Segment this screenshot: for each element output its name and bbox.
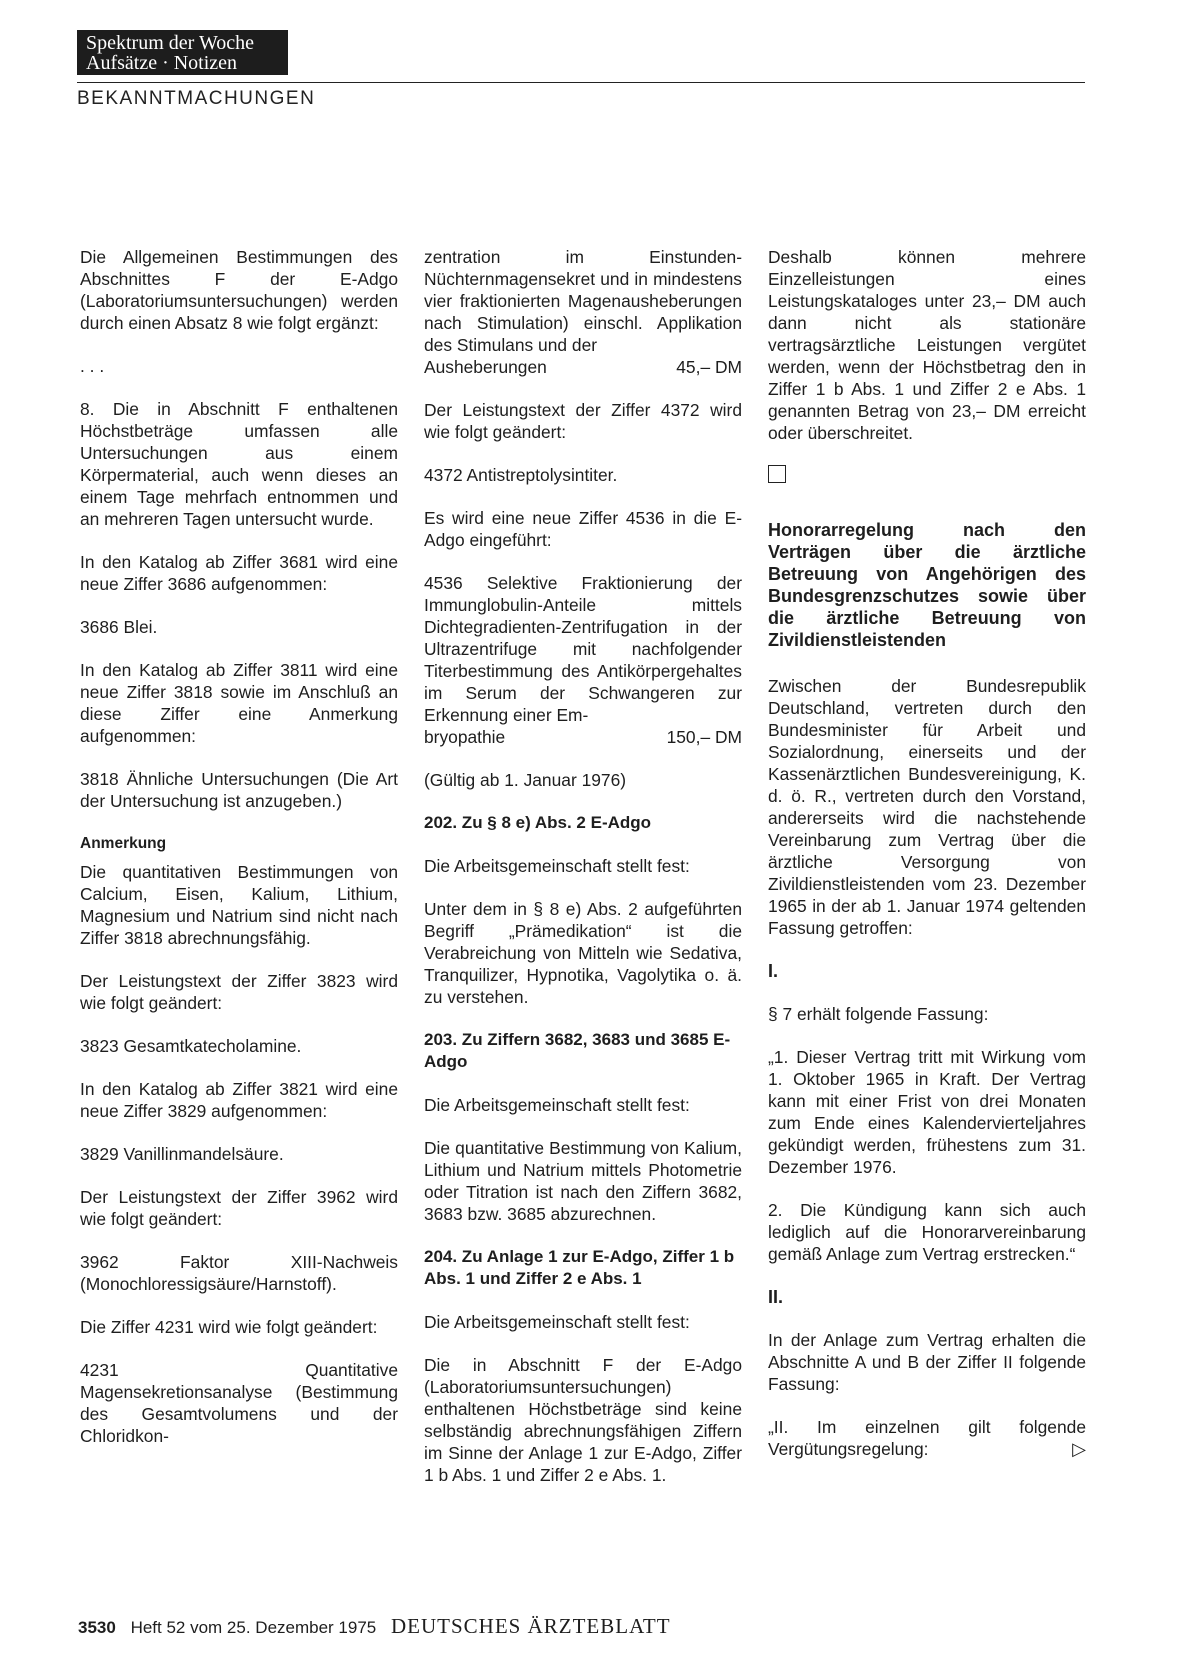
paragraph: In den Katalog ab Ziffer 3681 wird eine neue Ziffer 3686 aufgenommen: — [80, 552, 398, 594]
roman-numeral-heading: II. — [768, 1287, 784, 1307]
paragraph: 4231 Quantitative Magensekretionsanalyse (Bestimmung des Gesamtvolumens und der Chloridkon- — [80, 1360, 398, 1446]
paragraph: § 7 erhält folgende Fassung: — [768, 1004, 989, 1024]
paragraph-with-continuation — [768, 1416, 1086, 1460]
section-heading-202: 202. Zu § 8 e) Abs. 2 E-Adgo — [424, 813, 652, 832]
column-3 — [768, 246, 1086, 1481]
paragraph: Die Arbeitsgemeinschaft stellt fest: — [424, 856, 690, 876]
journal-masthead: DEUTSCHES ÄRZTEBLATT — [390, 1614, 671, 1638]
article-heading: Honorarregelung nach den Verträgen über die ärztliche Betreuung von Angehörigen des Bundesgrenzschutzes sowie über die ärztliche Betreuung von Zivildienstleistenden — [768, 520, 1086, 650]
section-header-box — [77, 30, 288, 75]
paragraph: Der Leistungstext der Ziffer 3962 wird wie folgt geändert: — [80, 1187, 398, 1229]
paragraph: Deshalb können mehrere Einzelleistungen eines Leistungskataloges unter 23,– DM auch dann nicht als stationäre vertragsärztliche Leistungen vergütet werden, wenn der Höchstbetrag den in Ziffer 1 b Abs. 1 und Ziffer 2 e Abs. 1 genannten Betrag von 23,– DM erreicht oder überschreitet. — [768, 247, 1086, 443]
paragraph: „1. Dieser Vertrag tritt mit Wirkung vom 1. Oktober 1965 in Kraft. Der Vertrag kann mit einer Frist von drei Monaten zum Ende eines Kalendervierteljahres gekündigt werden, frühestens zum 31. Dezember 1976. — [768, 1047, 1086, 1177]
paragraph: Unter dem in § 8 e) Abs. 2 aufgeführten Begriff „Prämedikation“ ist die Verabreichung von Mitteln wie Sedativa, Tranquilizer, Hypnotika, Vagolytika o. ä. zu verstehen. — [424, 899, 742, 1007]
paragraph: 4372 Antistreptolysintiter. — [424, 465, 618, 485]
paragraph: Die quantitative Bestimmung von Kalium, Lithium und Natrium mittels Photometrie oder Titration ist nach den Ziffern 3682, 3683 bzw. 3685 abzurechnen. — [424, 1138, 742, 1224]
paragraph: Es wird eine neue Ziffer 4536 in die E-Adgo eingeführt: — [424, 508, 742, 550]
ellipsis: . . . — [80, 356, 105, 376]
paragraph: 3823 Gesamtkatecholamine. — [80, 1036, 302, 1056]
paragraph: In den Katalog ab Ziffer 3821 wird eine neue Ziffer 3829 aufgenommen: — [80, 1079, 398, 1121]
header-line-1: Spektrum der Woche — [86, 32, 254, 54]
paragraph: 3962 Faktor XIII-Nachweis (Monochloressigsäure/Harnstoff). — [80, 1252, 398, 1294]
price-value: 150,– DM — [666, 727, 742, 747]
paragraph: Der Leistungstext der Ziffer 4372 wird wie folgt geändert: — [424, 400, 742, 442]
section-heading-204: 204. Zu Anlage 1 zur E-Adgo, Ziffer 1 b Abs. 1 und Ziffer 2 e Abs. 1 — [424, 1247, 735, 1288]
price-line — [424, 726, 742, 748]
continue-arrow-icon: ▷ — [1072, 1439, 1086, 1459]
paragraph: Die Allgemeinen Bestimmungen des Abschnittes F der E-Adgo (Laboratoriumsuntersuchungen) werden durch einen Absatz 8 wie folgt ergänzt: — [80, 247, 398, 333]
paragraph: Zwischen der Bundesrepublik Deutschland, vertreten durch den Bundesminister für Arbeit und Sozialordnung, einerseits und der Kassenärztlichen Bundesvereinigung, K. d. ö. R., vertreten durch den Vorstand, andererseits wird die nachstehende Vereinbarung zum Vertrag über die ärztliche Versorgung von Zivildienstleistenden vom 23. Dezember 1965 in der ab 1. Januar 1974 geltenden Fassung getroffen: — [768, 676, 1086, 938]
header-line-2: Aufsätze · Notizen — [86, 52, 238, 74]
paragraph: Die Arbeitsgemeinschaft stellt fest: — [424, 1095, 690, 1115]
page-footer — [78, 1614, 671, 1639]
price-item: bryopathie — [424, 727, 506, 747]
issue-info: Heft 52 vom 25. Dezember 1975 — [130, 1618, 377, 1637]
paragraph: Die Arbeitsgemeinschaft stellt fest: — [424, 1312, 690, 1332]
paragraph: 3818 Ähnliche Untersuchungen (Die Art der Untersuchung ist anzugeben.) — [80, 769, 398, 811]
section-heading-203: 203. Zu Ziffern 3682, 3683 und 3685 E-Adgo — [424, 1030, 731, 1071]
paragraph: 3829 Vanillinmandelsäure. — [80, 1144, 284, 1164]
paragraph-text: „II. Im einzelnen gilt folgende Vergütungsregelung: — [768, 1417, 1086, 1459]
section-end-square-icon — [768, 465, 786, 483]
column-1 — [80, 246, 398, 1468]
roman-numeral-heading: I. — [768, 961, 779, 981]
price-item: Ausheberungen — [424, 357, 547, 377]
paragraph: 2. Die Kündigung kann sich auch lediglich auf die Honorarvereinbarung gemäß Anlage zum Vertrag erstrecken.“ — [768, 1200, 1086, 1264]
section-label: BEKANNTMACHUNGEN — [77, 88, 316, 109]
price-line — [424, 356, 742, 378]
header-rule — [77, 82, 1085, 83]
paragraph: zentration im Einstunden-Nüchternmagensekret und in mindestens vier fraktionierten Magenausheberungen nach Stimulation) einschl. Applikation des Stimulans und der — [424, 247, 742, 355]
paragraph: Die Ziffer 4231 wird wie folgt geändert: — [80, 1317, 378, 1337]
column-2 — [424, 246, 742, 1507]
paragraph: 4536 Selektive Fraktionierung der Immunglobulin-Anteile mittels Dichtegradienten-Zentrifugation in der Ultrazentrifuge mit nachfolgender Titerbestimmung des Antikörpergehaltes im Serum der Schwangeren zur Erkennung einer Em- — [424, 573, 742, 725]
page-number: 3530 — [78, 1618, 116, 1637]
paragraph: Der Leistungstext der Ziffer 3823 wird wie folgt geändert: — [80, 971, 398, 1013]
paragraph: 3686 Blei. — [80, 617, 158, 637]
paragraph: 8. Die in Abschnitt F enthaltenen Höchstbeträge umfassen alle Untersuchungen aus einem Körpermaterial, auch wenn dieses an einem Tage mehrfach entnommen und an mehreren Tagen untersucht wurde. — [80, 399, 398, 529]
paragraph: (Gültig ab 1. Januar 1976) — [424, 770, 627, 790]
paragraph: Die quantitativen Bestimmungen von Calcium, Eisen, Kalium, Lithium, Magnesium und Natrium sind nicht nach Ziffer 3818 abrechnungsfähig. — [80, 862, 398, 948]
anmerkung-heading: Anmerkung — [80, 835, 167, 852]
paragraph: In den Katalog ab Ziffer 3811 wird eine neue Ziffer 3818 sowie im Anschluß an diese Ziffer eine Anmerkung aufgenommen: — [80, 660, 398, 746]
price-value: 45,– DM — [676, 357, 742, 377]
paragraph: Die in Abschnitt F der E-Adgo (Laboratoriumsuntersuchungen) enthaltenen Höchstbeträge sind keine selbständig abrechnungsfähigen Ziffern im Sinne der Anlage 1 zur E-Adgo, Ziffer 1 b Abs. 1 und Ziffer 2 e Abs. 1. — [424, 1355, 742, 1485]
paragraph: In der Anlage zum Vertrag erhalten die Abschnitte A und B der Ziffer II folgende Fassung: — [768, 1330, 1086, 1394]
